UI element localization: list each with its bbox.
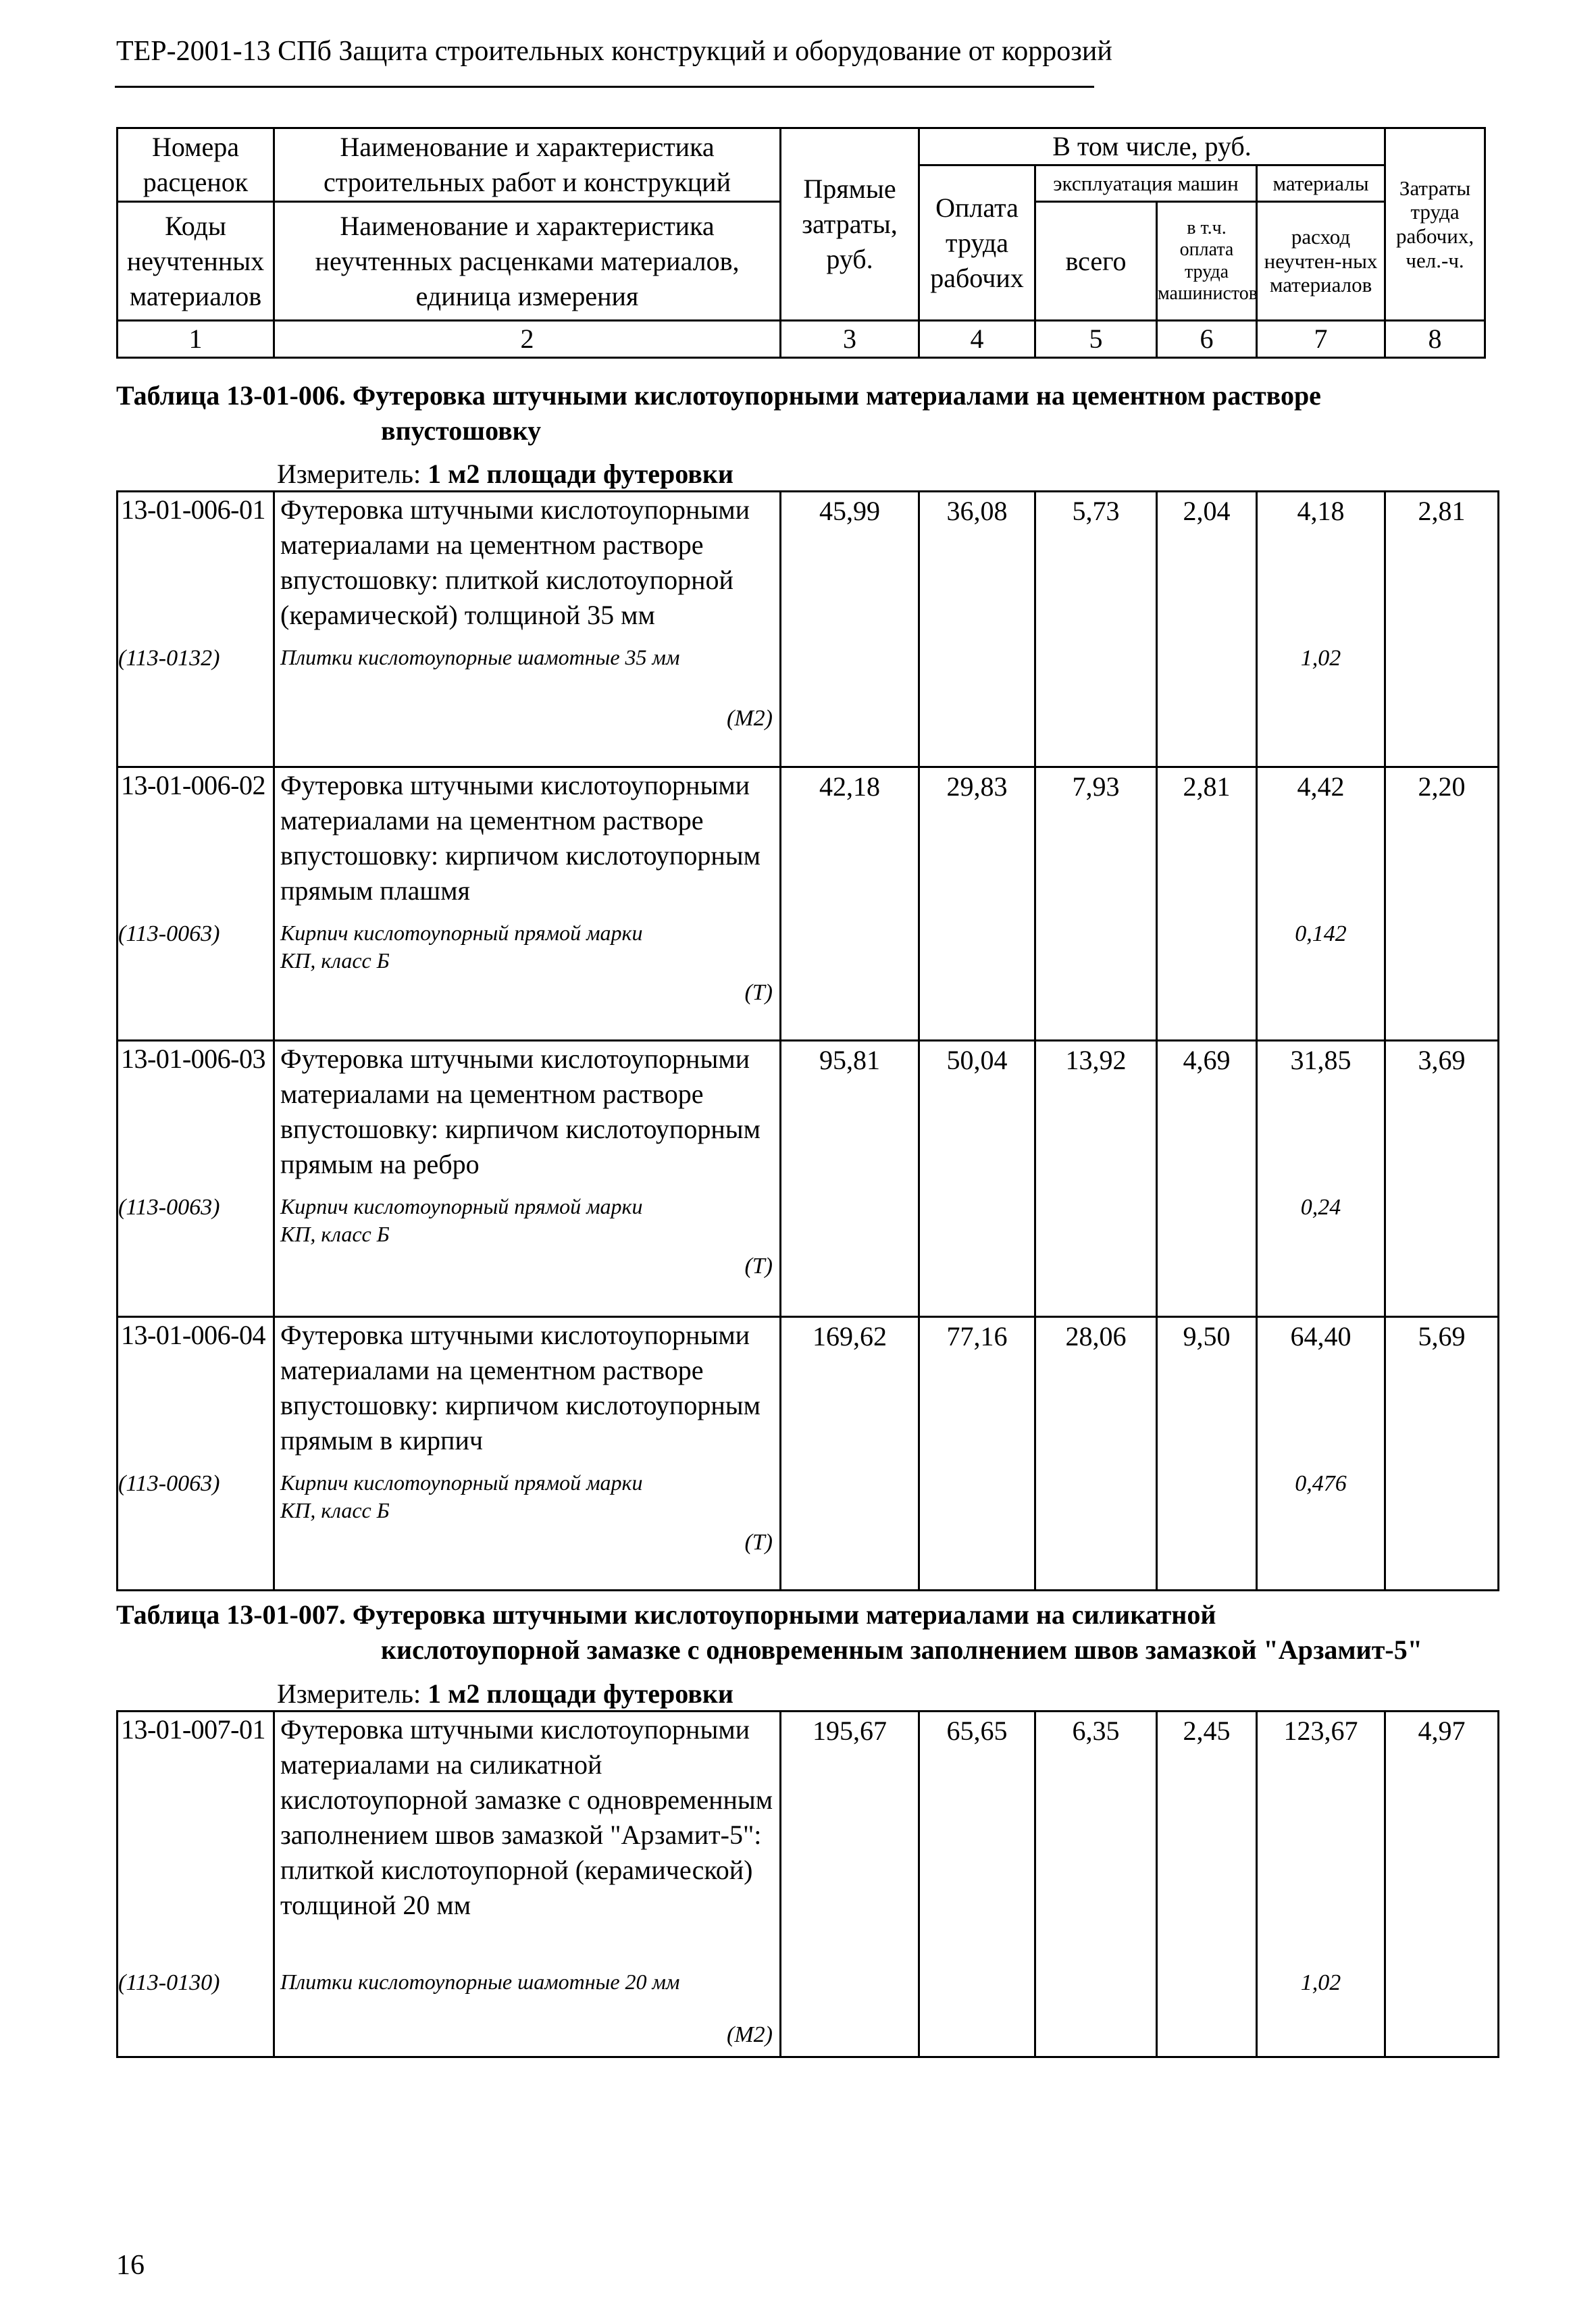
material-code: (113-0063) xyxy=(118,1469,274,1591)
meter-007 xyxy=(277,1678,733,1709)
table-row xyxy=(118,1317,1499,1469)
rate-description: Футеровка штучными кислотоупорными материалами на цементном растворе впустошовку: кирпичом кислотоупорным прямым в кирпич xyxy=(274,1317,781,1469)
header-cell-materials: материалы xyxy=(1257,165,1385,202)
page-number: 16 xyxy=(116,2250,145,2281)
column-number-1: 1 xyxy=(118,321,274,358)
table-label: Таблица 13-01-006. xyxy=(116,380,346,411)
column-number-8: 8 xyxy=(1385,321,1485,358)
header-cell-wages: Оплата труда рабочих xyxy=(919,165,1035,321)
table-row xyxy=(118,492,1499,644)
table-title-line1: Футеровка штучными кислотоупорными материалами на цементном растворе xyxy=(352,380,1321,411)
material-name: Кирпич кислотоупорный прямой марки КП, класс Б xyxy=(280,920,643,973)
operator-wages-value: 2,45 xyxy=(1157,1712,1257,2057)
meter-value: 1 м2 площади футеровки xyxy=(428,459,733,489)
material-unit: (Т) xyxy=(744,979,773,1005)
labor-hours-value: 2,81 xyxy=(1385,492,1499,767)
header-cell-operator-wages: в т.ч. оплата труда машинистов xyxy=(1157,202,1257,321)
header-cell-including: В том числе, руб. xyxy=(919,128,1385,165)
materials-value: 123,67 xyxy=(1257,1712,1385,1968)
machines-total-value: 28,06 xyxy=(1035,1317,1157,1591)
material-code: (113-0132) xyxy=(118,644,274,767)
table-row xyxy=(118,1041,1499,1193)
header-cell-work-name: Наименование и характеристика строительных работ и конструкций xyxy=(274,128,781,202)
column-number-3: 3 xyxy=(781,321,919,358)
direct-costs-value: 42,18 xyxy=(781,767,919,1041)
material-quantity: 0,24 xyxy=(1257,1193,1385,1317)
table-row xyxy=(118,767,1499,919)
material-name: Кирпич кислотоупорный прямой марки КП, класс Б xyxy=(280,1470,643,1523)
direct-costs-value: 169,62 xyxy=(781,1317,919,1591)
direct-costs-value: 95,81 xyxy=(781,1041,919,1317)
operator-wages-value: 2,81 xyxy=(1157,767,1257,1041)
machines-total-value: 5,73 xyxy=(1035,492,1157,767)
rates-table-006 xyxy=(116,490,1499,1591)
material-code: (113-0063) xyxy=(118,1193,274,1317)
column-number-2: 2 xyxy=(274,321,781,358)
materials-value: 64,40 xyxy=(1257,1317,1385,1469)
operator-wages-value: 2,04 xyxy=(1157,492,1257,767)
rate-description: Футеровка штучными кислотоупорными материалами на цементном растворе впустошовку: плиткой кислотоупорной (керамической) толщиной 35 мм xyxy=(274,492,781,644)
material-cell xyxy=(274,1968,781,2057)
operator-wages-value: 4,69 xyxy=(1157,1041,1257,1317)
header-cell-material-codes: Коды неучтенных материалов xyxy=(118,202,274,321)
header-cell-material-names: Наименование и характеристика неучтенных расценками материалов, единица измерения xyxy=(274,202,781,321)
machines-total-value: 6,35 xyxy=(1035,1712,1157,2057)
wages-value: 29,83 xyxy=(919,767,1035,1041)
direct-costs-value: 195,67 xyxy=(781,1712,919,2057)
material-name: Плитки кислотоупорные шамотные 35 мм xyxy=(280,644,680,669)
column-number-6: 6 xyxy=(1157,321,1257,358)
material-cell xyxy=(274,644,781,767)
rate-code: 13-01-006-04 xyxy=(118,1317,274,1469)
column-number-7: 7 xyxy=(1257,321,1385,358)
machines-total-value: 13,92 xyxy=(1035,1041,1157,1317)
header-cell-rate-number: Номера расценок xyxy=(118,128,274,202)
material-code: (113-0063) xyxy=(118,919,274,1041)
material-cell xyxy=(274,1193,781,1317)
rate-description: Футеровка штучными кислотоупорными материалами на цементном растворе впустошовку: кирпичом кислотоупорным прямым на ребро xyxy=(274,1041,781,1193)
material-quantity: 0,476 xyxy=(1257,1469,1385,1591)
labor-hours-value: 4,97 xyxy=(1385,1712,1499,2057)
material-quantity: 1,02 xyxy=(1257,644,1385,767)
rate-code: 13-01-007-01 xyxy=(118,1712,274,1968)
material-cell xyxy=(274,919,781,1041)
material-unit: (М2) xyxy=(727,2022,773,2048)
machines-total-value: 7,93 xyxy=(1035,767,1157,1041)
rates-table-007 xyxy=(116,1710,1499,2058)
table-title-line2: кислотоупорной замазке с одновременным заполнением швов замазкой "Арзамит-5" xyxy=(381,1635,1422,1665)
meter-prefix: Измеритель: xyxy=(277,1678,421,1709)
rate-description: Футеровка штучными кислотоупорными материалами на силикатной кислотоупорной замазке с одновременным заполнением швов замазкой "Арзамит-5": плиткой кислотоупорной (керамической) толщиной 20 мм xyxy=(274,1712,781,1968)
header-rule xyxy=(115,86,1094,88)
rate-description: Футеровка штучными кислотоупорными материалами на цементном растворе впустошовку: кирпичом кислотоупорным прямым плашмя xyxy=(274,767,781,919)
material-code: (113-0130) xyxy=(118,1968,274,2057)
table-title-line1: Футеровка штучными кислотоупорными материалами на силикатной xyxy=(352,1599,1216,1630)
table-title-007 xyxy=(116,1597,1422,1668)
column-header-table xyxy=(116,127,1486,359)
material-name: Кирпич кислотоупорный прямой марки КП, класс Б xyxy=(280,1193,643,1247)
wages-value: 77,16 xyxy=(919,1317,1035,1591)
rate-code: 13-01-006-03 xyxy=(118,1041,274,1193)
material-name: Плитки кислотоупорные шамотные 20 мм xyxy=(280,1969,680,1994)
material-unit: (М2) xyxy=(727,706,773,731)
labor-hours-value: 3,69 xyxy=(1385,1041,1499,1317)
table-title-006 xyxy=(116,378,1321,448)
labor-hours-value: 2,20 xyxy=(1385,767,1499,1041)
material-quantity: 0,142 xyxy=(1257,919,1385,1041)
wages-value: 65,65 xyxy=(919,1712,1035,2057)
rate-code: 13-01-006-01 xyxy=(118,492,274,644)
meter-value: 1 м2 площади футеровки xyxy=(428,1678,733,1709)
header-cell-machines-total: всего xyxy=(1035,202,1157,321)
materials-value: 4,42 xyxy=(1257,767,1385,919)
material-unit: (Т) xyxy=(744,1253,773,1279)
table-row xyxy=(118,1712,1499,1968)
rate-code: 13-01-006-02 xyxy=(118,767,274,919)
material-cell xyxy=(274,1469,781,1591)
header-cell-machines: эксплуатация машин xyxy=(1035,165,1257,202)
material-quantity: 1,02 xyxy=(1257,1968,1385,2057)
header-cell-material-consumption: расход неучтен-ных материалов xyxy=(1257,202,1385,321)
material-unit: (Т) xyxy=(744,1529,773,1555)
direct-costs-value: 45,99 xyxy=(781,492,919,767)
table-title-line2: впустошовку xyxy=(381,415,542,446)
materials-value: 4,18 xyxy=(1257,492,1385,644)
table-label: Таблица 13-01-007. xyxy=(116,1599,346,1630)
header-cell-labor-hours: Затраты труда рабочих, чел.-ч. xyxy=(1385,128,1485,321)
meter-prefix: Измеритель: xyxy=(277,459,421,489)
page-header: ТЕР-2001-13 СПб Защита строительных конструкций и оборудование от коррозий xyxy=(116,36,1112,67)
column-number-4: 4 xyxy=(919,321,1035,358)
wages-value: 36,08 xyxy=(919,492,1035,767)
wages-value: 50,04 xyxy=(919,1041,1035,1317)
meter-006 xyxy=(277,458,733,490)
materials-value: 31,85 xyxy=(1257,1041,1385,1193)
labor-hours-value: 5,69 xyxy=(1385,1317,1499,1591)
operator-wages-value: 9,50 xyxy=(1157,1317,1257,1591)
column-number-5: 5 xyxy=(1035,321,1157,358)
header-cell-direct-costs: Прямые затраты, руб. xyxy=(781,128,919,321)
